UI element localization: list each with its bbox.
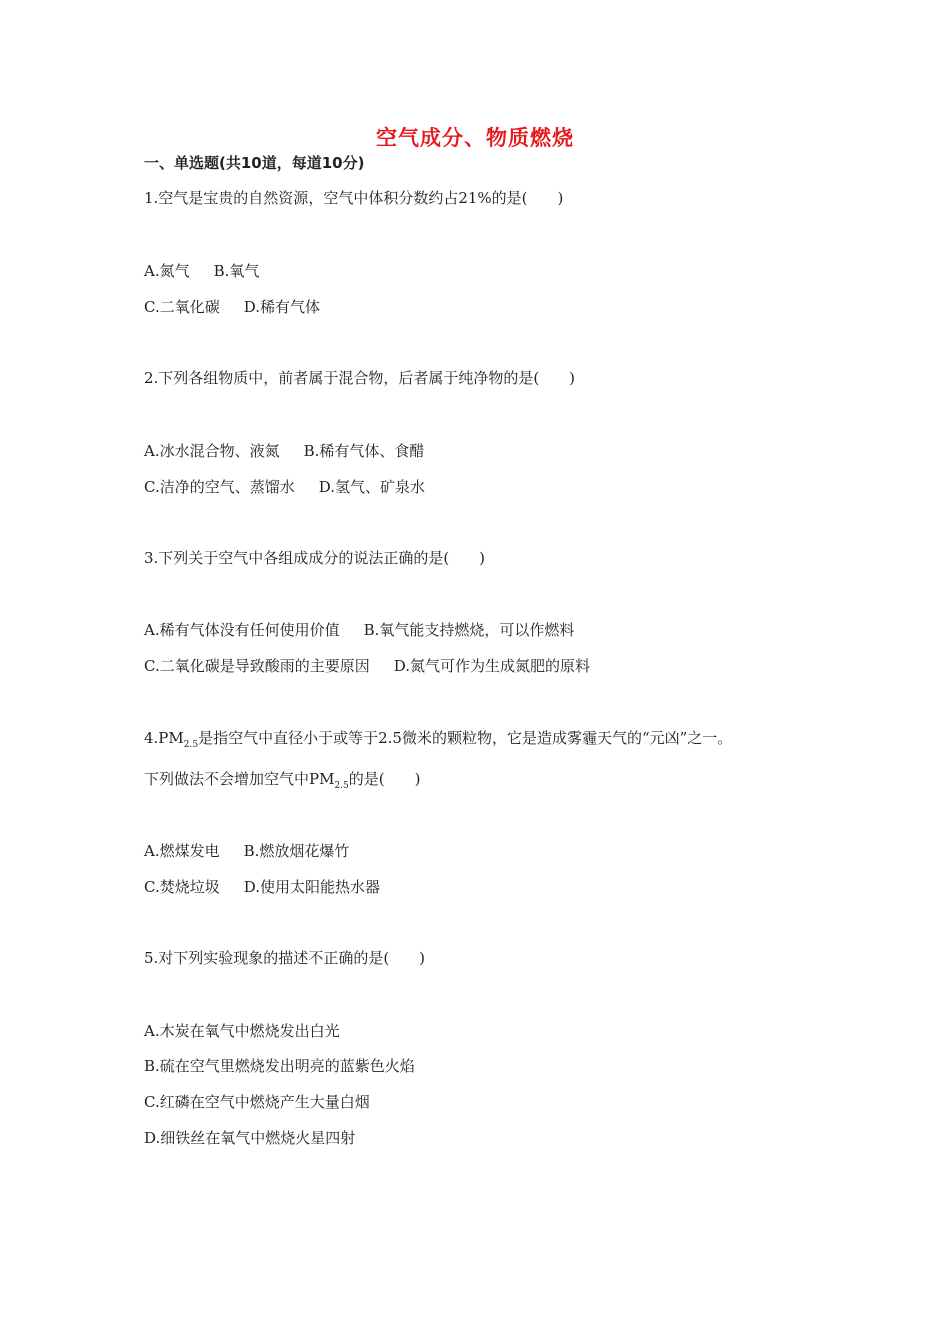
question-2-options-row-1	[144, 440, 424, 461]
q4-stem2-part-a: 下列做法不会增加空气中PM	[144, 770, 335, 788]
q1-option-b: B.氧气	[213, 262, 260, 280]
q4-option-c: C.焚烧垃圾	[144, 878, 220, 896]
question-1-stem: 1.空气是宝贵的自然资源，空气中体积分数约占21%的是( )	[144, 189, 564, 207]
question-5-stem: 5.对下列实验现象的描述不正确的是( )	[144, 949, 426, 967]
q4-option-b: B.燃放烟花爆竹	[243, 842, 350, 860]
q3-option-d: D.氮气可作为生成氮肥的原料	[393, 657, 590, 675]
question-2-stem: 2.下列各组物质中，前者属于混合物，后者属于纯净物的是( )	[144, 369, 576, 387]
question-2-options-row-2	[144, 476, 425, 497]
question-3-stem: 3.下列关于空气中各组成成分的说法正确的是( )	[144, 549, 486, 567]
q1-option-d: D.稀有气体	[243, 298, 320, 316]
question-3-options-row-1	[144, 619, 574, 640]
q4-option-a: A.燃煤发电	[144, 842, 220, 860]
question-1-options-row-1	[144, 260, 259, 281]
q2-option-a: A.冰水混合物、液氮	[144, 442, 280, 460]
q2-option-d: D.氢气、矿泉水	[318, 478, 425, 496]
q2-option-b: B.稀有气体、食醋	[303, 442, 425, 460]
q3-option-b: B.氧气能支持燃烧，可以作燃料	[363, 621, 575, 639]
q5-option-a: A.木炭在氧气中燃烧发出白光	[144, 1022, 340, 1040]
q4-stem-part-a: 4.PM	[144, 729, 184, 747]
section-heading: 一、单选题(共10道，每道10分)	[144, 154, 365, 172]
question-4-stem-line-2	[144, 768, 421, 791]
q4-subscript: 2.5	[183, 740, 199, 750]
q5-option-c: C.红磷在空气中燃烧产生大量白烟	[144, 1093, 370, 1111]
question-1-options-row-2	[144, 296, 320, 317]
q4-subscript-2: 2.5	[334, 781, 349, 791]
question-4-stem-line-1	[144, 727, 732, 750]
q4-stem-part-b: 是指空气中直径小于或等于2.5微米的颗粒物，它是造成雾霾天气的“元凶”之一。	[198, 729, 733, 747]
q1-option-c: C.二氧化碳	[144, 298, 220, 316]
q4-option-d: D.使用太阳能热水器	[243, 878, 380, 896]
page-title: 空气成分、物质燃烧	[376, 126, 574, 150]
q1-option-a: A.氮气	[144, 262, 190, 280]
q5-option-b: B.硫在空气里燃烧发出明亮的蓝紫色火焰	[144, 1057, 415, 1075]
question-3-options-row-2	[144, 655, 590, 676]
question-4-options-row-1	[144, 840, 349, 861]
q5-option-d: D.细铁丝在氧气中燃烧火星四射	[144, 1129, 356, 1147]
q2-option-c: C.洁净的空气、蒸馏水	[144, 478, 295, 496]
q3-option-c: C.二氧化碳是导致酸雨的主要原因	[144, 657, 370, 675]
q3-option-a: A.稀有气体没有任何使用价值	[144, 621, 340, 639]
q4-stem2-part-b: 的是( )	[348, 770, 421, 788]
question-4-options-row-2	[144, 876, 380, 897]
